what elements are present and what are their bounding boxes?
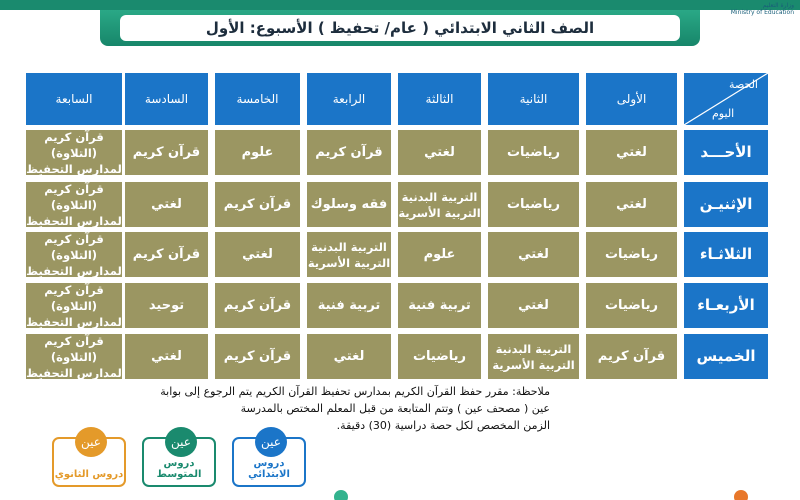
subject-line: لمدارس التحفيظ	[26, 213, 122, 228]
subject-cell: قرآن كريم	[215, 182, 300, 227]
subject-cell: لغتي	[215, 232, 300, 277]
subject-line: لمدارس التحفيظ	[26, 161, 122, 176]
subject-cell: تربية فنية	[398, 283, 481, 328]
day-label: الخميس	[684, 334, 768, 379]
ein-icon: عين	[255, 427, 287, 457]
subject-cell	[488, 334, 579, 379]
subject-line: لمدارس التحفيظ	[26, 263, 122, 278]
badge-label: دروس المتوسط	[156, 458, 202, 480]
subject-cell: رياضيات	[398, 334, 481, 379]
secondary-lessons-button[interactable]	[52, 437, 126, 487]
badge-label: دروس الثانوي	[54, 469, 124, 480]
title-box	[120, 15, 680, 41]
subject-line: التربية البدنية	[495, 341, 572, 356]
subject-cell: رياضيات	[488, 182, 579, 227]
subject-cell: فقه وسلوك	[307, 182, 391, 227]
period-header: الثانية	[488, 73, 579, 125]
subject-cell	[26, 232, 122, 277]
subject-cell: لغتي	[398, 130, 481, 175]
page-title: الصف الثاني الابتدائي ( عام/ تحفيظ ) الأسبوع: الأول	[205, 19, 595, 37]
subject-line: قرآن كريم (التلاوة)	[44, 282, 104, 313]
subject-cell	[26, 130, 122, 175]
subject-cell	[307, 232, 391, 277]
period-header: الثالثة	[398, 73, 481, 125]
subject-cell: لغتي	[488, 283, 579, 328]
subject-line: التربية الأسرية	[398, 205, 481, 220]
day-label: الأربعـاء	[684, 283, 768, 328]
day-label: الثلاثـاء	[684, 232, 768, 277]
subject-cell: رياضيات	[586, 232, 677, 277]
ein-icon: عين	[165, 427, 197, 457]
subject-cell: تربية فنية	[307, 283, 391, 328]
logo-arabic: وزارة التعليم	[762, 2, 794, 9]
logo-english: Ministry of Education	[730, 9, 794, 16]
subject-line: التربية البدنية	[401, 189, 478, 204]
subject-cell: قرآن كريم	[586, 334, 677, 379]
subject-cell	[26, 283, 122, 328]
subject-line: التربية البدنية	[311, 239, 387, 254]
subject-cell: رياضيات	[488, 130, 579, 175]
subject-cell: لغتي	[586, 130, 677, 175]
subject-cell: لغتي	[488, 232, 579, 277]
footer-logo-icon	[334, 490, 348, 500]
ministry-logo	[731, 2, 794, 16]
subject-cell: قرآن كريم	[215, 334, 300, 379]
title-banner	[100, 10, 700, 46]
day-label: الأحـــد	[684, 130, 768, 175]
note-line-2: عين ( مصحف عين ) وتتم المتابعة من قبل المعلم المختص بالمدرسة	[240, 402, 550, 415]
subject-cell: لغتي	[125, 182, 208, 227]
subject-cell: لغتي	[125, 334, 208, 379]
subject-line: قرآن كريم (التلاوة)	[44, 181, 104, 212]
subject-cell: علوم	[398, 232, 481, 277]
day-label: الإثنيـن	[684, 182, 768, 227]
badge-label: دروس الابتدائي	[248, 458, 290, 480]
subject-line: قرآن كريم (التلاوة)	[44, 129, 104, 160]
period-header: السادسة	[125, 73, 208, 125]
subject-cell: قرآن كريم	[215, 283, 300, 328]
subject-line: التربية الأسرية	[492, 357, 575, 372]
subject-cell: علوم	[215, 130, 300, 175]
footer-logo-icon	[734, 490, 748, 500]
note-line-3: الزمن المخصص لكل حصة دراسية (30) دقيقة.	[336, 419, 550, 432]
period-header: السابعة	[26, 73, 122, 125]
note-line-1: ملاحظة: مقرر حفظ القرآن الكريم بمدارس تحفيظ القرآن الكريم يتم الرجوع إلى بوابة	[160, 385, 550, 398]
subject-cell: لغتي	[586, 182, 677, 227]
primary-lessons-button[interactable]	[232, 437, 306, 487]
subject-cell	[26, 182, 122, 227]
period-header: الرابعة	[307, 73, 391, 125]
top-strip	[0, 0, 800, 10]
subject-cell: قرآن كريم	[307, 130, 391, 175]
intermediate-lessons-button[interactable]	[142, 437, 216, 487]
subject-line: لمدارس التحفيظ	[26, 365, 122, 380]
subject-line: التربية الأسرية	[307, 255, 391, 270]
ein-icon: عين	[75, 427, 107, 457]
note	[130, 383, 550, 434]
subject-cell: توحيد	[125, 283, 208, 328]
subject-cell: قرآن كريم	[125, 232, 208, 277]
subject-line: قرآن كريم (التلاوة)	[44, 231, 104, 262]
corner-day-label: اليوم	[712, 107, 735, 120]
subject-cell: قرآن كريم	[125, 130, 208, 175]
corner-period-label: الحصة	[729, 78, 758, 91]
subject-line: لمدارس التحفيظ	[26, 314, 122, 329]
subject-cell: لغتي	[307, 334, 391, 379]
subject-line: قرآن كريم (التلاوة)	[44, 333, 104, 364]
period-header: الخامسة	[215, 73, 300, 125]
subject-cell: رياضيات	[586, 283, 677, 328]
subject-cell	[398, 182, 481, 227]
corner-cell	[684, 73, 768, 125]
period-header: الأولى	[586, 73, 677, 125]
subject-cell	[26, 334, 122, 379]
